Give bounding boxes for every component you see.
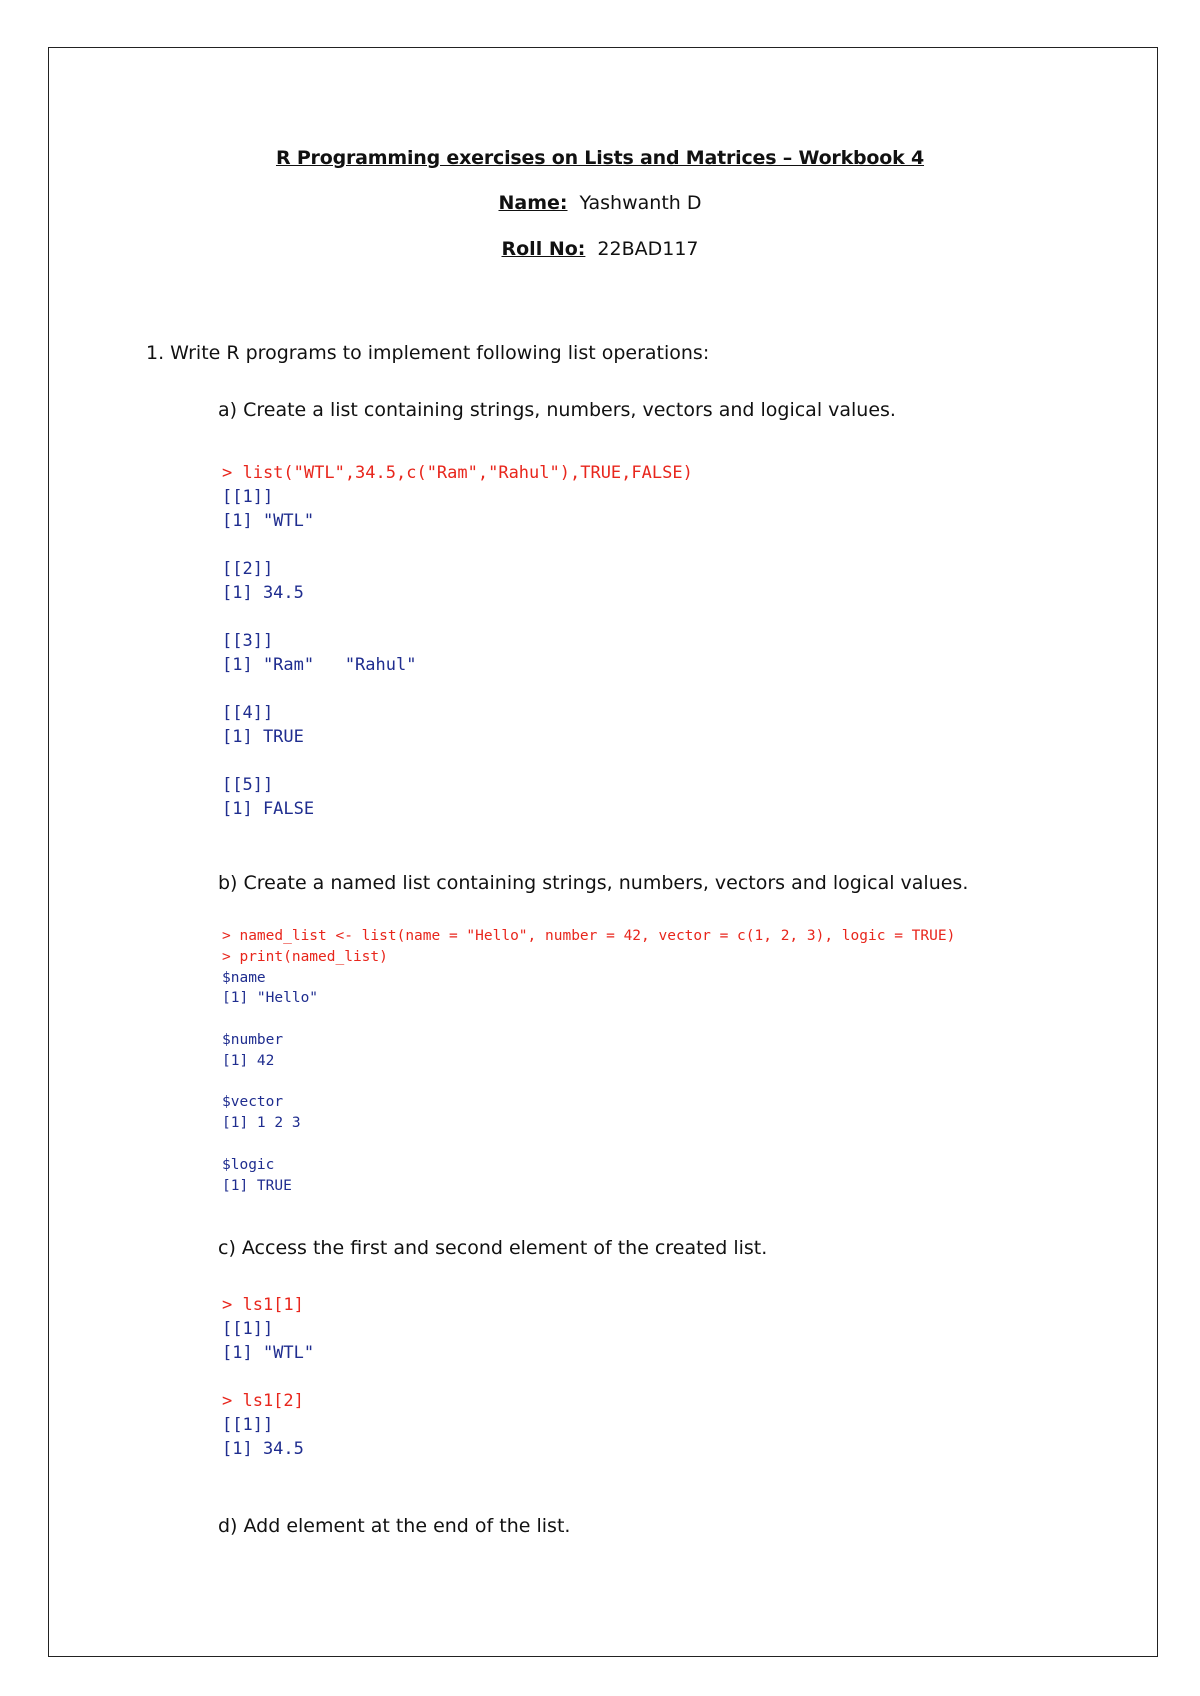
code-output: [1] "WTL" — [222, 511, 315, 531]
question-1a: a) Create a list containing strings, numbers, vectors and logical values. — [218, 399, 896, 421]
code-command: > ls1[2] — [222, 1391, 304, 1411]
roll-label: Roll No: — [501, 238, 586, 260]
code-output: [[1]] — [222, 1319, 274, 1339]
code-output: $vector — [222, 1094, 284, 1111]
code-command: > named_list <- list(name = "Hello", number = 42, vector = c(1, 2, 3), logic = TRUE) — [222, 928, 956, 944]
roll-line — [0, 238, 1200, 260]
code-output: [[1]] — [222, 1415, 274, 1435]
code-output: [[4]] — [222, 703, 274, 723]
code-output: [[3]] — [222, 631, 274, 651]
code-output: [[5]] — [222, 775, 274, 795]
roll-value: 22BAD117 — [597, 238, 699, 260]
code-output: [1] TRUE — [222, 1177, 292, 1194]
code-output: $logic — [222, 1156, 275, 1173]
code-output: [1] "Ram" "Rahul" — [222, 655, 417, 675]
page-border — [48, 47, 1158, 1657]
code-block-a — [222, 461, 693, 821]
code-output: [1] 1 2 3 — [222, 1115, 301, 1132]
code-output: [[1]] — [222, 487, 274, 507]
code-block-c — [222, 1293, 314, 1461]
code-command: > list("WTL",34.5,c("Ram","Rahul"),TRUE,FALSE) — [222, 463, 693, 483]
name-value: Yashwanth D — [579, 192, 702, 214]
question-1b: b) Create a named list containing strings, numbers, vectors and logical values. — [218, 872, 969, 894]
name-label: Name: — [498, 192, 568, 214]
code-output: [1] 34.5 — [222, 583, 304, 603]
code-output: [1] 42 — [222, 1052, 275, 1069]
code-output: [1] TRUE — [222, 727, 304, 747]
code-output: [[2]] — [222, 559, 274, 579]
document-title: R Programming exercises on Lists and Matrices – Workbook 4 — [275, 147, 925, 169]
code-output: [1] "WTL" — [222, 1343, 315, 1363]
question-1: 1. Write R programs to implement following list operations: — [146, 342, 710, 364]
code-output: $number — [222, 1031, 284, 1048]
code-command: > print(named_list) — [222, 948, 388, 965]
code-output: [1] 34.5 — [222, 1439, 304, 1459]
question-1c: c) Access the first and second element of the created list. — [218, 1237, 768, 1259]
question-1d: d) Add element at the end of the list. — [218, 1515, 571, 1537]
code-command: > ls1[1] — [222, 1295, 304, 1315]
code-output: [1] "Hello" — [222, 990, 319, 1007]
code-output: [1] FALSE — [222, 799, 315, 819]
name-line — [0, 192, 1200, 214]
code-output: $name — [222, 969, 266, 986]
code-block-b — [222, 926, 955, 1196]
